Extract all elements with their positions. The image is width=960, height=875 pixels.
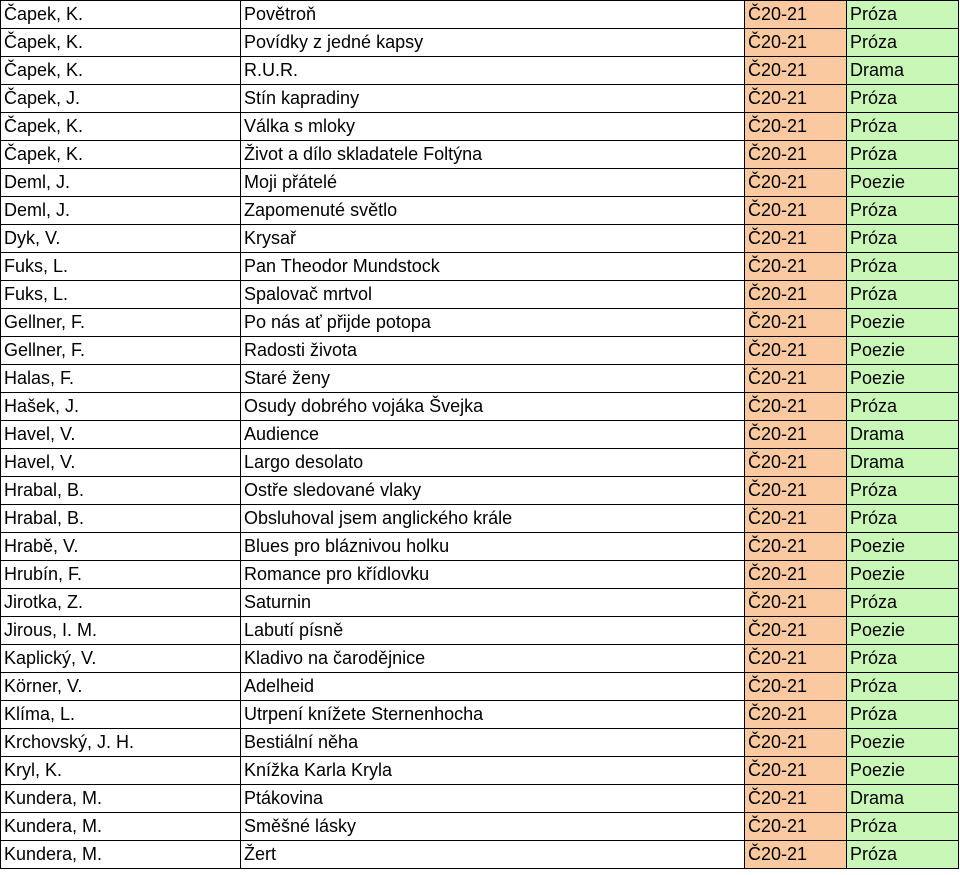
author-cell[interactable]: Fuks, L. [1, 253, 241, 281]
table-row [1, 57, 959, 85]
author-cell[interactable]: Jirotka, Z. [1, 589, 241, 617]
title-cell[interactable]: Obsluhoval jsem anglického krále [241, 505, 745, 533]
title-cell[interactable]: Staré ženy [241, 365, 745, 393]
period-cell[interactable]: Č20-21 [745, 449, 847, 477]
period-cell[interactable]: Č20-21 [745, 141, 847, 169]
table-row [1, 85, 959, 113]
author-cell[interactable]: Klíma, L. [1, 701, 241, 729]
title-cell[interactable]: Knížka Karla Kryla [241, 757, 745, 785]
author-cell[interactable]: Havel, V. [1, 449, 241, 477]
author-cell[interactable]: Kundera, M. [1, 785, 241, 813]
period-cell[interactable]: Č20-21 [745, 561, 847, 589]
genre-cell[interactable]: Poezie [847, 365, 959, 393]
title-cell[interactable]: Ostře sledované vlaky [241, 477, 745, 505]
period-cell[interactable]: Č20-21 [745, 589, 847, 617]
author-cell[interactable]: Čapek, J. [1, 85, 241, 113]
genre-cell[interactable]: Próza [847, 253, 959, 281]
title-cell[interactable]: Utrpení knížete Sternenhocha [241, 701, 745, 729]
author-cell[interactable]: Kryl, K. [1, 757, 241, 785]
genre-cell[interactable]: Poezie [847, 757, 959, 785]
title-cell[interactable]: Stín kapradiny [241, 85, 745, 113]
author-cell[interactable]: Čapek, K. [1, 57, 241, 85]
genre-cell[interactable]: Próza [847, 197, 959, 225]
period-cell[interactable]: Č20-21 [745, 533, 847, 561]
table-row [1, 253, 959, 281]
period-cell[interactable]: Č20-21 [745, 813, 847, 841]
author-cell[interactable]: Kundera, M. [1, 841, 241, 869]
title-cell[interactable]: Moji přátelé [241, 169, 745, 197]
genre-cell[interactable]: Próza [847, 1, 959, 29]
author-cell[interactable]: Gellner, F. [1, 337, 241, 365]
period-cell[interactable]: Č20-21 [745, 505, 847, 533]
table-row [1, 1, 959, 29]
period-cell[interactable]: Č20-21 [745, 421, 847, 449]
genre-cell[interactable]: Próza [847, 645, 959, 673]
genre-cell[interactable]: Poezie [847, 561, 959, 589]
table-row [1, 701, 959, 729]
genre-cell[interactable]: Próza [847, 281, 959, 309]
table-row [1, 785, 959, 813]
table-row [1, 589, 959, 617]
genre-cell[interactable]: Próza [847, 477, 959, 505]
period-cell[interactable]: Č20-21 [745, 477, 847, 505]
title-cell[interactable]: Spalovač mrtvol [241, 281, 745, 309]
title-cell[interactable]: Saturnin [241, 589, 745, 617]
period-cell[interactable]: Č20-21 [745, 337, 847, 365]
genre-cell[interactable]: Poezie [847, 729, 959, 757]
genre-cell[interactable]: Próza [847, 813, 959, 841]
period-cell[interactable]: Č20-21 [745, 113, 847, 141]
table-row [1, 225, 959, 253]
table-row [1, 337, 959, 365]
author-cell[interactable]: Čapek, K. [1, 113, 241, 141]
genre-cell[interactable]: Próza [847, 393, 959, 421]
genre-cell[interactable]: Próza [847, 85, 959, 113]
title-cell[interactable]: Povětroň [241, 1, 745, 29]
genre-cell[interactable]: Próza [847, 29, 959, 57]
author-cell[interactable]: Fuks, L. [1, 281, 241, 309]
title-cell[interactable]: Osudy dobrého vojáka Švejka [241, 393, 745, 421]
author-cell[interactable]: Gellner, F. [1, 309, 241, 337]
table-row [1, 617, 959, 645]
table-row [1, 309, 959, 337]
title-cell[interactable]: Válka s mloky [241, 113, 745, 141]
genre-cell[interactable]: Próza [847, 841, 959, 869]
author-cell[interactable]: Čapek, K. [1, 29, 241, 57]
title-cell[interactable]: Kladivo na čarodějnice [241, 645, 745, 673]
title-cell[interactable]: Po nás ať přijde potopa [241, 309, 745, 337]
title-cell[interactable]: Largo desolato [241, 449, 745, 477]
author-cell[interactable]: Kaplický, V. [1, 645, 241, 673]
title-cell[interactable]: Blues pro bláznivou holku [241, 533, 745, 561]
table-row [1, 561, 959, 589]
table-row [1, 365, 959, 393]
author-cell[interactable]: Krchovský, J. H. [1, 729, 241, 757]
genre-cell[interactable]: Próza [847, 113, 959, 141]
genre-cell[interactable]: Poezie [847, 533, 959, 561]
period-cell[interactable]: Č20-21 [745, 253, 847, 281]
author-cell[interactable]: Körner, V. [1, 673, 241, 701]
title-cell[interactable]: Ptákovina [241, 785, 745, 813]
genre-cell[interactable]: Próza [847, 673, 959, 701]
genre-cell[interactable]: Poezie [847, 337, 959, 365]
period-cell[interactable]: Č20-21 [745, 85, 847, 113]
period-cell[interactable]: Č20-21 [745, 757, 847, 785]
author-cell[interactable]: Hrabal, B. [1, 477, 241, 505]
table-row [1, 813, 959, 841]
author-cell[interactable]: Halas, F. [1, 365, 241, 393]
period-cell[interactable]: Č20-21 [745, 729, 847, 757]
author-cell[interactable]: Deml, J. [1, 169, 241, 197]
author-cell[interactable]: Hrubín, F. [1, 561, 241, 589]
author-cell[interactable]: Havel, V. [1, 421, 241, 449]
title-cell[interactable]: Povídky z jedné kapsy [241, 29, 745, 57]
table-body [1, 1, 959, 869]
period-cell[interactable]: Č20-21 [745, 701, 847, 729]
genre-cell[interactable]: Próza [847, 141, 959, 169]
period-cell[interactable]: Č20-21 [745, 673, 847, 701]
period-cell[interactable]: Č20-21 [745, 393, 847, 421]
table-row [1, 197, 959, 225]
genre-cell[interactable]: Próza [847, 589, 959, 617]
period-cell[interactable]: Č20-21 [745, 1, 847, 29]
table-row [1, 645, 959, 673]
table-row [1, 393, 959, 421]
author-cell[interactable]: Dyk, V. [1, 225, 241, 253]
table-row [1, 505, 959, 533]
genre-cell[interactable]: Drama [847, 449, 959, 477]
title-cell[interactable]: Radosti života [241, 337, 745, 365]
genre-cell[interactable]: Poezie [847, 309, 959, 337]
table-row [1, 729, 959, 757]
title-cell[interactable]: Audience [241, 421, 745, 449]
genre-cell[interactable]: Próza [847, 505, 959, 533]
period-cell[interactable]: Č20-21 [745, 225, 847, 253]
author-cell[interactable]: Kundera, M. [1, 813, 241, 841]
table-row [1, 757, 959, 785]
title-cell[interactable]: Krysař [241, 225, 745, 253]
table-row [1, 477, 959, 505]
author-cell[interactable]: Deml, J. [1, 197, 241, 225]
author-cell[interactable]: Hrabal, B. [1, 505, 241, 533]
genre-cell[interactable]: Poezie [847, 617, 959, 645]
period-cell[interactable]: Č20-21 [745, 365, 847, 393]
genre-cell[interactable]: Poezie [847, 169, 959, 197]
period-cell[interactable]: Č20-21 [745, 645, 847, 673]
title-cell[interactable]: R.U.R. [241, 57, 745, 85]
title-cell[interactable]: Romance pro křídlovku [241, 561, 745, 589]
author-cell[interactable]: Hrabě, V. [1, 533, 241, 561]
table-row [1, 449, 959, 477]
title-cell[interactable]: Žert [241, 841, 745, 869]
period-cell[interactable]: Č20-21 [745, 281, 847, 309]
title-cell[interactable]: Zapomenuté světlo [241, 197, 745, 225]
table-row [1, 169, 959, 197]
period-cell[interactable]: Č20-21 [745, 197, 847, 225]
table-row [1, 29, 959, 57]
period-cell[interactable]: Č20-21 [745, 29, 847, 57]
table-row [1, 281, 959, 309]
period-cell[interactable]: Č20-21 [745, 169, 847, 197]
title-cell[interactable]: Směšné lásky [241, 813, 745, 841]
author-cell[interactable]: Čapek, K. [1, 1, 241, 29]
title-cell[interactable]: Pan Theodor Mundstock [241, 253, 745, 281]
period-cell[interactable]: Č20-21 [745, 785, 847, 813]
title-cell[interactable]: Labutí písně [241, 617, 745, 645]
genre-cell[interactable]: Próza [847, 701, 959, 729]
period-cell[interactable]: Č20-21 [745, 309, 847, 337]
title-cell[interactable]: Bestiální něha [241, 729, 745, 757]
table-row [1, 421, 959, 449]
author-cell[interactable]: Jirous, I. M. [1, 617, 241, 645]
genre-cell[interactable]: Drama [847, 785, 959, 813]
author-cell[interactable]: Hašek, J. [1, 393, 241, 421]
table-row [1, 533, 959, 561]
table-row [1, 841, 959, 869]
genre-cell[interactable]: Drama [847, 57, 959, 85]
title-cell[interactable]: Život a dílo skladatele Foltýna [241, 141, 745, 169]
period-cell[interactable]: Č20-21 [745, 841, 847, 869]
genre-cell[interactable]: Drama [847, 421, 959, 449]
genre-cell[interactable]: Próza [847, 225, 959, 253]
period-cell[interactable]: Č20-21 [745, 57, 847, 85]
title-cell[interactable]: Adelheid [241, 673, 745, 701]
table-row [1, 141, 959, 169]
period-cell[interactable]: Č20-21 [745, 617, 847, 645]
author-cell[interactable]: Čapek, K. [1, 141, 241, 169]
table-row [1, 113, 959, 141]
table-row [1, 673, 959, 701]
